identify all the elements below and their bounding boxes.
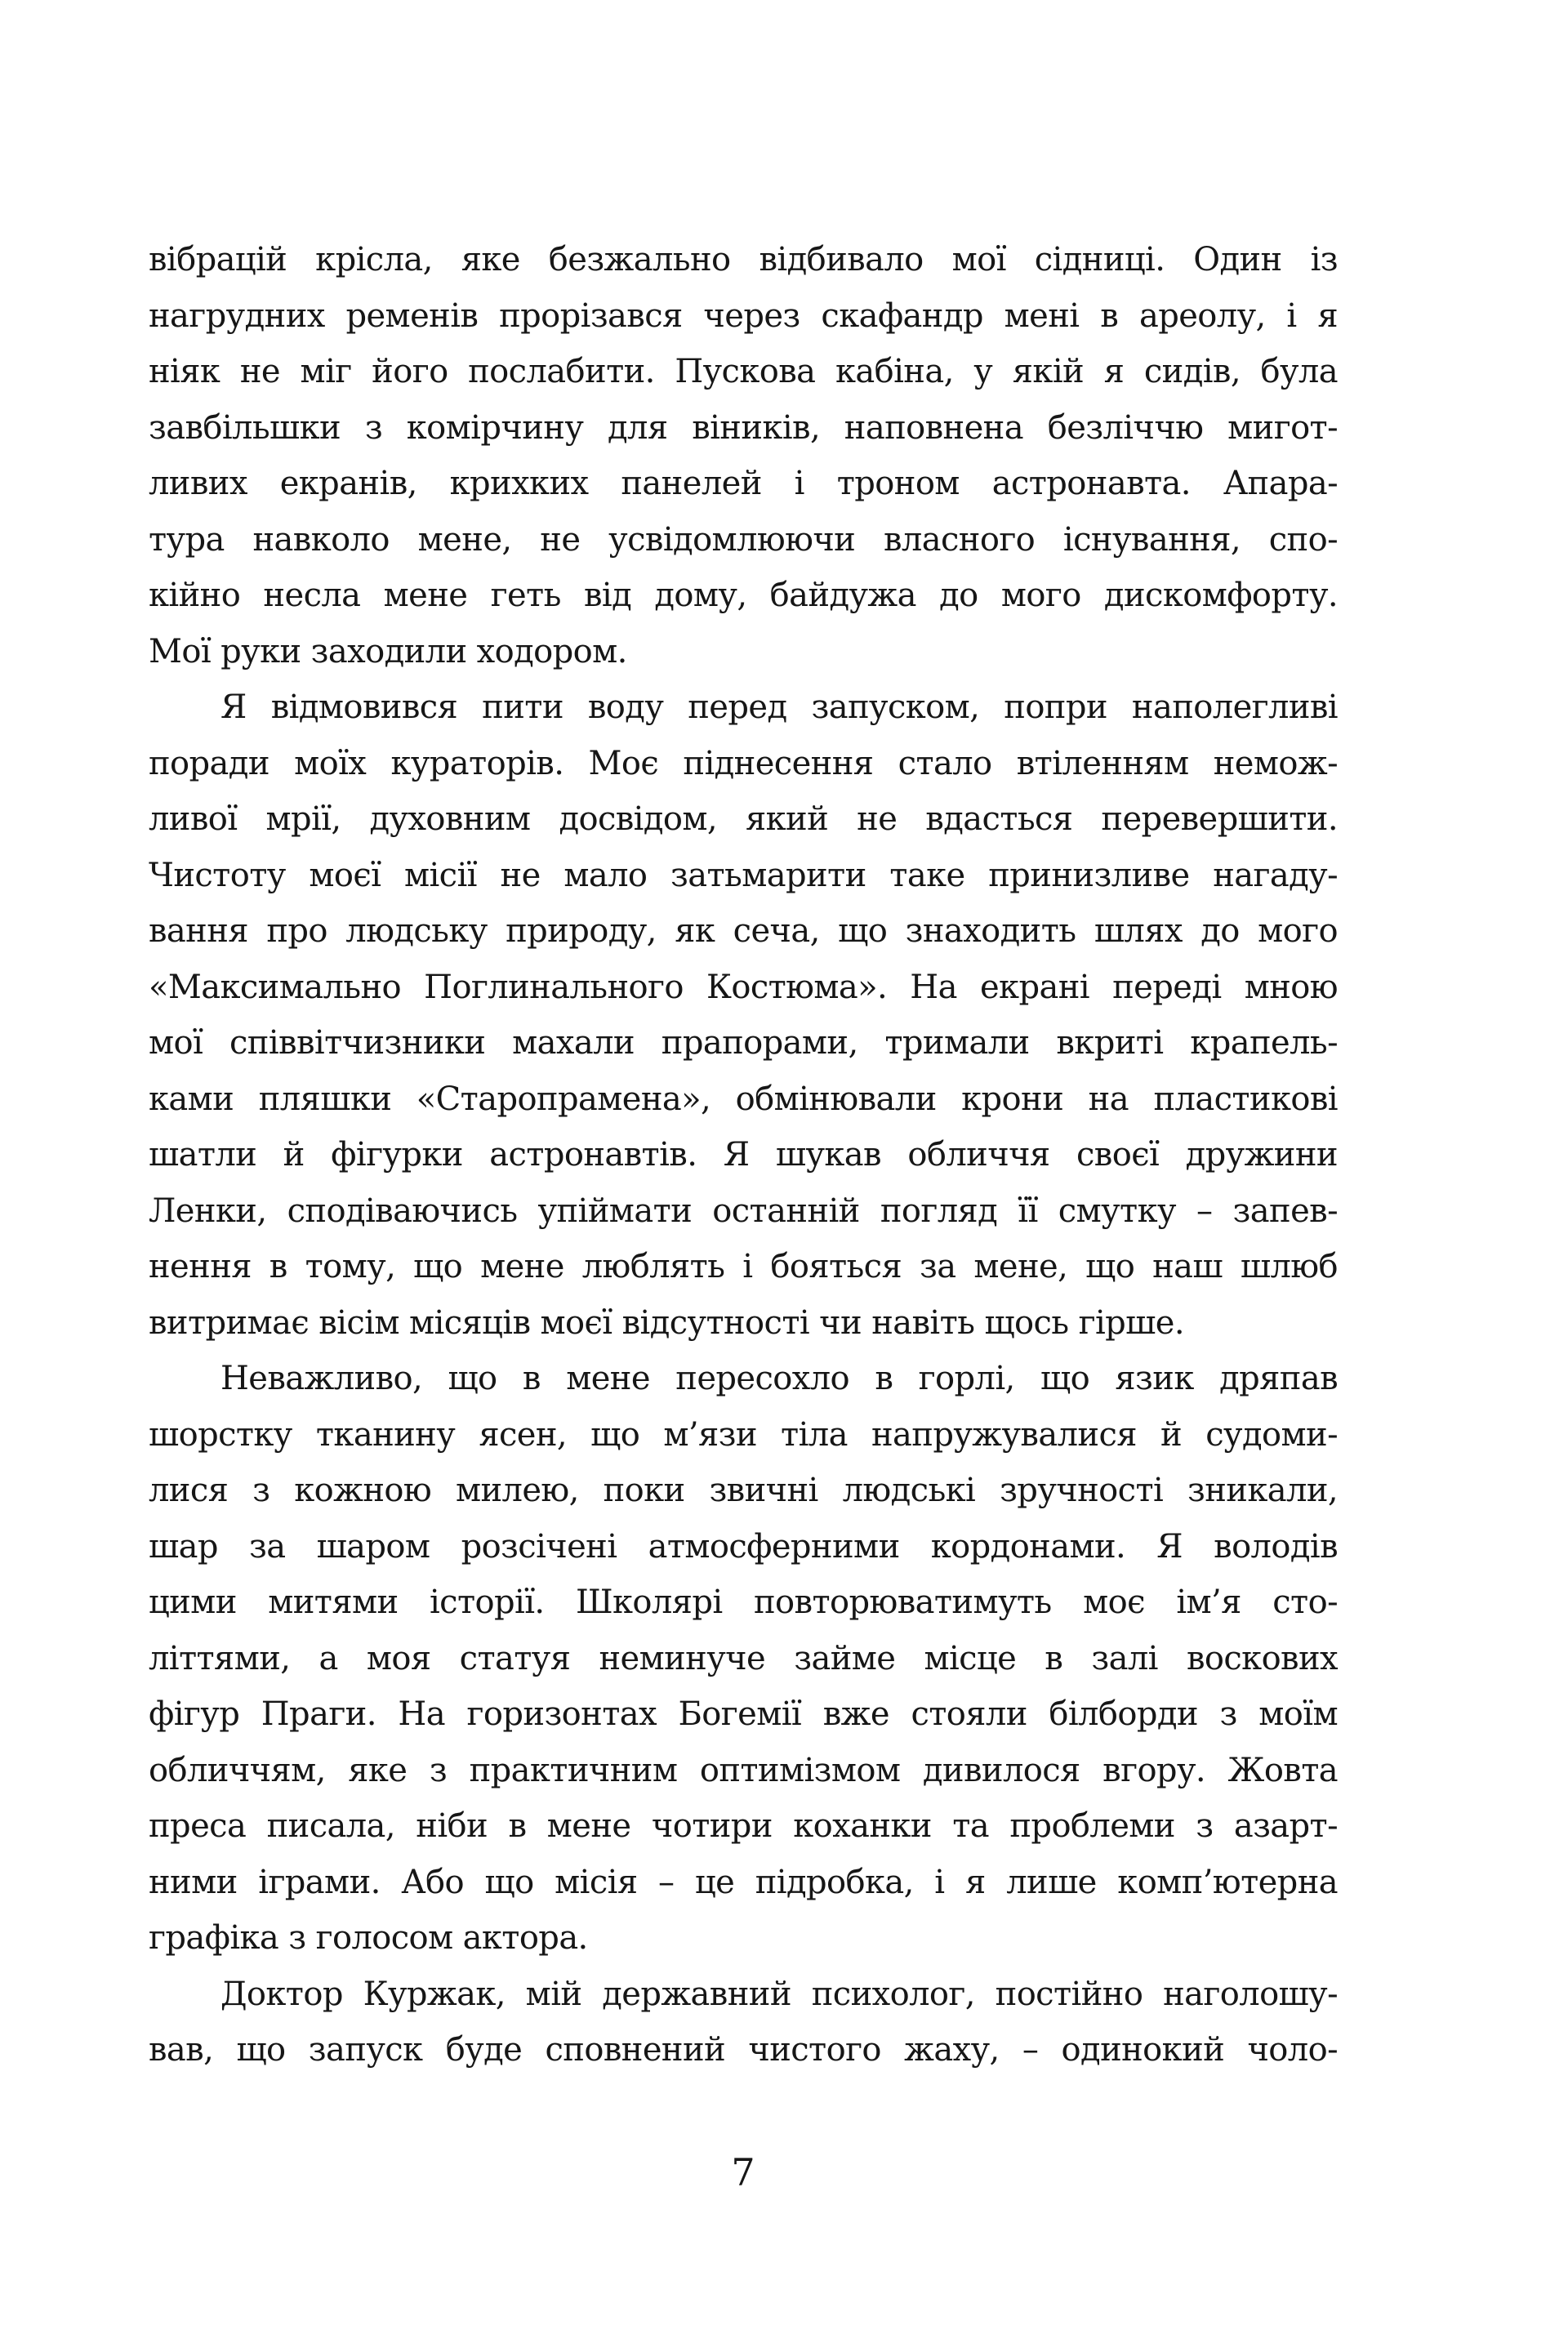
text-line: Я відмовився пити воду перед запуском, попри наполегливі [220,688,1338,726]
text-line: поради моїх кураторів. Моє піднесення стало втіленням немож- [149,744,1338,782]
paragraph [149,1967,1338,2078]
text-line: графіка з голосом актора. [149,1919,588,1957]
text-line: Ленки, сподіваючись упіймати останній погляд її смутку – запев- [149,1192,1338,1230]
paragraph [149,679,1338,1351]
text-line: кійно несла мене геть від дому, байдужа до мого дискомфорту. [149,577,1338,614]
text-line: лися з кожною милею, поки звичні людські зручності зникали, [149,1472,1338,1509]
text-line: Доктор Куржак, мій державний психолог, постійно наголошу- [220,1975,1338,2013]
text-line: завбільшки з комірчину для віників, наповнена безліччю мигот- [149,408,1338,447]
text-line: ливих екранів, крихких панелей і троном астронавта. Апара- [149,465,1338,502]
paragraph [149,232,1338,679]
text-line: цими митями історії. Школярі повторюватимуть моє ім’я сто- [149,1584,1338,1621]
text-line: шорстку тканину ясен, що м’язи тіла напружувалися й судоми- [149,1415,1338,1454]
text-line: нагрудних ременів прорізався через скафандр мені в ареолу, і я [149,296,1338,335]
text-line: вав, що запуск буде сповнений чистого жаху, – одинокий чоло- [149,2031,1338,2069]
text-line: ними іграми. Або що місія – це підробка, і я лише комп’ютерна [149,1863,1338,1901]
text-line: вання про людську природу, як сеча, що знаходить шлях до мого [149,912,1338,950]
text-line: преса писала, ніби в мене чотири коханки та проблеми з азарт- [149,1807,1338,1845]
paragraph [149,1351,1338,1967]
text-line: ніяк не міг його послабити. Пускова кабіна, у якій я сидів, була [149,353,1338,390]
text-line: нення в тому, що мене люблять і бояться за мене, що наш шлюб [149,1248,1338,1285]
text-line: тура навколо мене, не усвідомлюючи власного існування, спо- [149,520,1338,559]
text-line: літтями, а моя статуя неминуче займе місце в залі воскових [149,1639,1338,1677]
text-line: «Максимально Поглинального Костюма». На екрані переді мною [149,968,1338,1006]
text-line: обличчям, яке з практичним оптимізмом дивилося вгору. Жовта [149,1751,1338,1789]
text-line: шатли й фігурки астронавтів. Я шукав обличчя своєї дружини [149,1136,1338,1174]
text-line: ками пляшки «Старопрамена», обмінювали крони на пластикові [149,1080,1338,1118]
page-number: 7 [731,2150,755,2194]
text-line: Неважливо, що в мене пересохло в горлі, що язик дряпав [220,1360,1338,1397]
text-line: ливої мрії, духовним досвідом, який не вдасться перевершити. [149,800,1338,838]
text-line: вібрацій крісла, яке безжально відбивало мої сідниці. Один із [149,241,1338,278]
text-line: фігур Праги. На горизонтах Богемії вже стояли білборди з моїм [149,1695,1338,1733]
text-line: Чистоту моєї місії не мало затьмарити таке принизливе нагаду- [149,856,1338,894]
text-line: витримає вісім місяців моєї відсутності чи навіть щось гірше. [149,1303,1184,1342]
text-line: шар за шаром розсічені атмосферними кордонами. Я володів [149,1527,1338,1566]
text-line: мої співвітчизники махали прапорами, тримали вкриті крапель- [149,1024,1338,1062]
body-text [149,232,1338,2078]
text-line: Мої руки заходили ходором. [149,632,627,670]
